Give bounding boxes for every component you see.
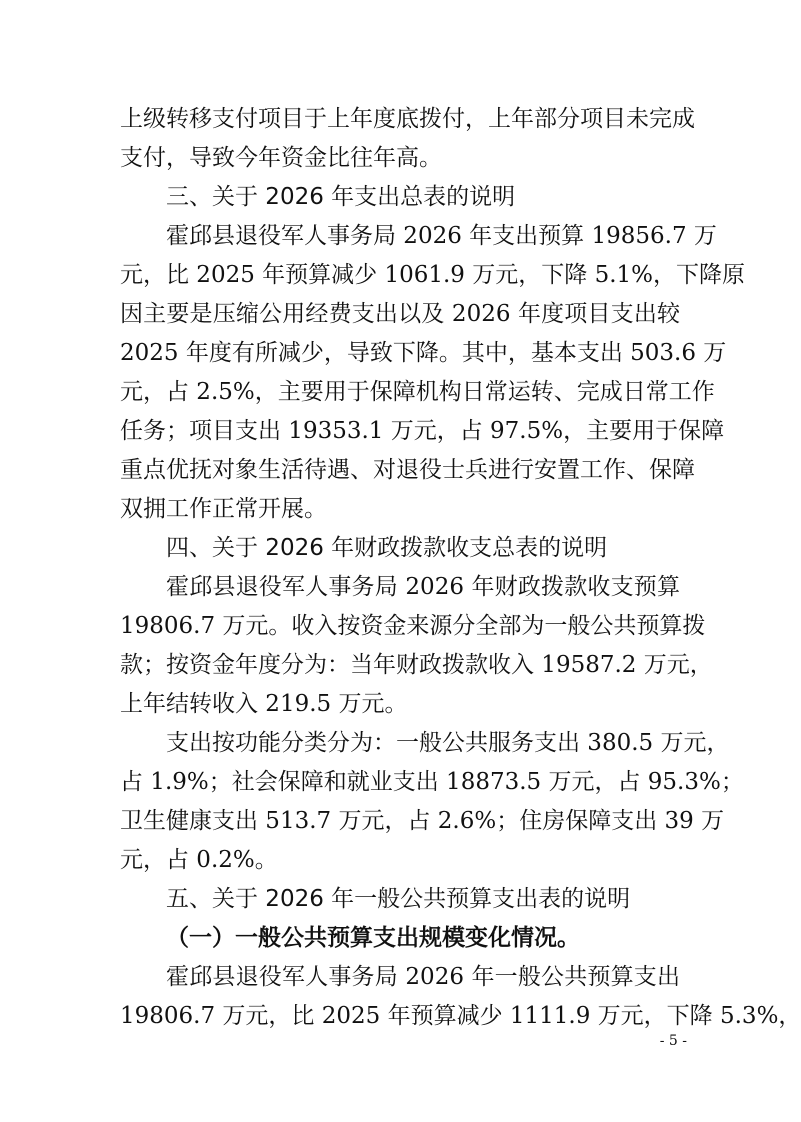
section-heading: 三、关于 2026 年支出总表的说明 bbox=[166, 184, 516, 210]
section-heading: 四、关于 2026 年财政拨款收支总表的说明 bbox=[166, 535, 608, 561]
body-text-line: 上级转移支付项目于上年度底拨付，上年部分项目未完成 bbox=[120, 106, 695, 132]
section-heading: 五、关于 2026 年一般公共预算支出表的说明 bbox=[166, 886, 631, 912]
body-text-line: 霍邱县退役军人事务局 2026 年财政拨款收支预算 bbox=[166, 574, 680, 600]
body-text-line: 占 1.9%；社会保障和就业支出 18873.5 万元，占 95.3%； bbox=[120, 769, 744, 795]
body-text-line: 19806.7 万元，比 2025 年预算减少 1111.9 万元，下降 5.3%， bbox=[120, 1003, 801, 1029]
body-text-line: 款；按资金年度分为：当年财政拨款收入 19587.2 万元， bbox=[120, 652, 713, 678]
body-text-line: 双拥工作正常开展。 bbox=[120, 496, 327, 522]
body-text-line: 上年结转收入 219.5 万元。 bbox=[120, 691, 408, 717]
body-text-line: 霍邱县退役军人事务局 2026 年一般公共预算支出 bbox=[166, 964, 680, 990]
page-number: - 5 - bbox=[659, 1033, 687, 1049]
body-text-line: 19806.7 万元。收入按资金来源分全部为一般公共预算拨 bbox=[120, 613, 706, 639]
body-text-line: 元，比 2025 年预算减少 1061.9 万元，下降 5.1%，下降原 bbox=[120, 262, 745, 288]
body-text-line: 2025 年度有所减少，导致下降。其中，基本支出 503.6 万 bbox=[120, 340, 727, 366]
body-text-line: 因主要是压缩公用经费支出以及 2026 年度项目支出较 bbox=[120, 301, 680, 327]
body-text-line: 支付，导致今年资金比往年高。 bbox=[120, 145, 442, 171]
body-text-line: 元，占 0.2%。 bbox=[120, 847, 278, 873]
subsection-heading: （一）一般公共预算支出规模变化情况。 bbox=[166, 924, 580, 951]
body-text-line: 重点优抚对象生活待遇、对退役士兵进行安置工作、保障 bbox=[120, 457, 695, 483]
body-text-line: 任务；项目支出 19353.1 万元，占 97.5%，主要用于保障 bbox=[120, 418, 725, 444]
body-text-line: 霍邱县退役军人事务局 2026 年支出预算 19856.7 万 bbox=[166, 223, 717, 249]
body-text-line: 元，占 2.5%，主要用于保障机构日常运转、完成日常工作 bbox=[120, 379, 715, 405]
body-text-line: 支出按功能分类分为：一般公共服务支出 380.5 万元， bbox=[166, 730, 730, 756]
body-text-line: 卫生健康支出 513.7 万元，占 2.6%；住房保障支出 39 万 bbox=[120, 808, 725, 834]
